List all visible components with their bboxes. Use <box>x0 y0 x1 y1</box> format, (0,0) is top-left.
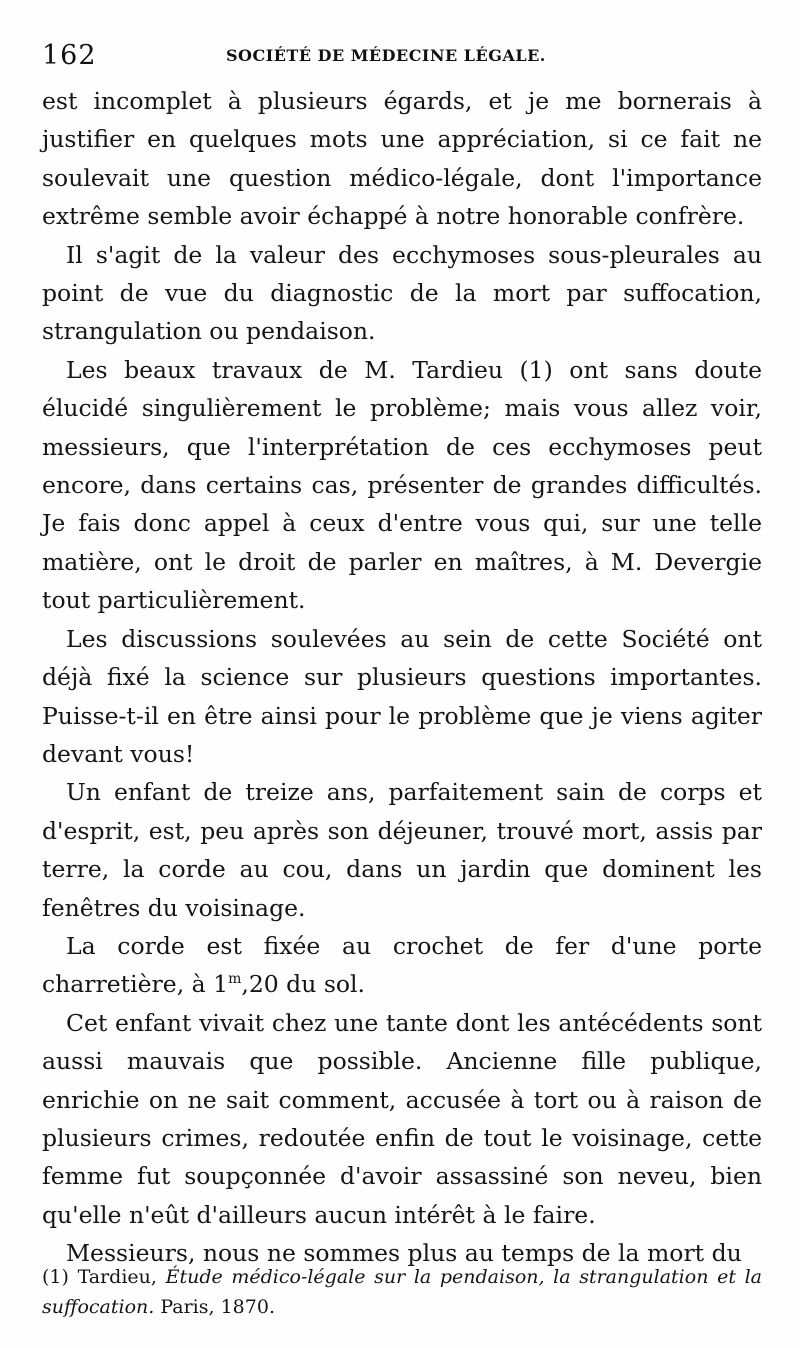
rope-text-after: ,20 du sol. <box>241 970 366 999</box>
paragraph-6 <box>42 927 762 1004</box>
rope-text-before: La corde est fixée au crochet de fer d'une porte charretière, à 1 <box>42 931 762 999</box>
footnote-author: Tardieu, <box>77 1266 157 1288</box>
paragraph-4: Les discussions soulevées au sein de cette Société ont déjà fixé la science sur plusieurs questions importantes. Puisse-t-il en être ainsi pour le problème que je viens agiter devant vous! <box>42 624 762 768</box>
paragraph-8: Messieurs, nous ne sommes plus au temps de la mort du <box>66 1239 742 1268</box>
running-title: SOCIÉTÉ DE MÉDECINE LÉGALE. <box>226 46 546 65</box>
paragraph-1: est incomplet à plusieurs égards, et je me bornerais à justifier en quelques mots une appréciation, si ce fait ne soulevait une question médico-légale, dont l'importance extrême semble avoir échappé à notre honorable confrère. <box>42 87 762 231</box>
footnote <box>42 1262 762 1322</box>
paragraph-7: Cet enfant vivait chez une tante dont les antécédents sont aussi mauvais que possible. Ancienne fille publique, enrichie on ne sait comment, accusée à tort ou à raison de plusieurs crimes, redoutée enfin de tout le voisinage, cette femme fut soupçonnée d'avoir assassiné son neveu, bien qu'elle n'eût d'ailleurs aucun intérêt à le faire. <box>42 1008 762 1229</box>
paragraph-3: Les beaux travaux de M. Tardieu (1) ont sans doute élucidé singulièrement le problème; mais vous allez voir, messieurs, que l'interprétation de ces ecchymoses peut encore, dans certains cas, présenter de grandes difficultés. Je fais donc appel à ceux d'entre vous qui, sur une telle matière, ont le droit de parler en maîtres, à M. Devergie tout particulièrement. <box>42 355 762 615</box>
body-text <box>42 82 762 1273</box>
footnote-marker: (1) <box>42 1266 69 1288</box>
page-number: 162 <box>42 40 97 71</box>
footnote-imprint: Paris, 1870. <box>160 1296 275 1318</box>
paragraph-2: Il s'agit de la valeur des ecchymoses sous-pleurales au point de vue du diagnostic de la mort par suffocation, strangulation ou pendaison. <box>42 240 762 346</box>
paragraph-5: Un enfant de treize ans, parfaitement sain de corps et d'esprit, est, peu après son déjeuner, trouvé mort, assis par terre, la corde au cou, dans un jardin que dominent les fenêtres du voisinage. <box>42 778 762 922</box>
footnote-title: Étude médico-légale sur la pendaison, la strangulation et la suffocation. <box>42 1266 762 1318</box>
rope-text-superscript: m <box>228 971 242 988</box>
page-header <box>40 40 760 80</box>
